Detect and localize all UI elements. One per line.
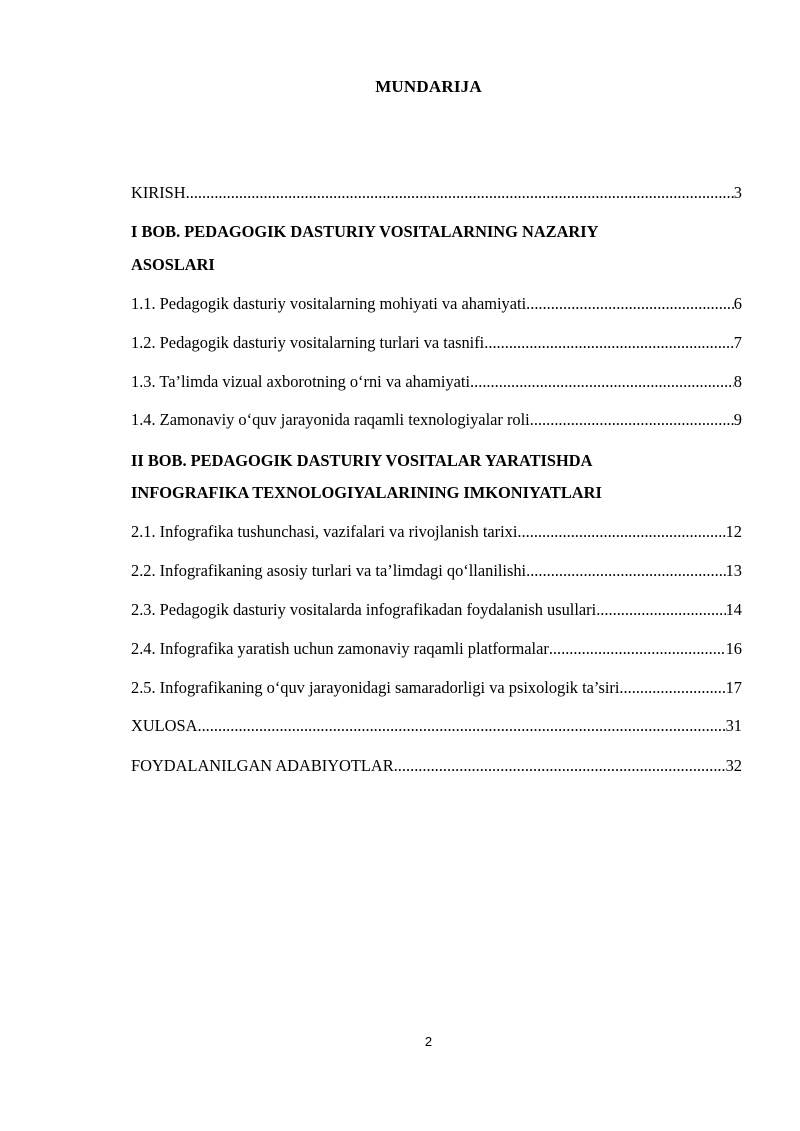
toc-dot-leader xyxy=(530,410,734,430)
page-title: MUNDARIJA xyxy=(375,77,482,96)
toc-dot-leader xyxy=(484,333,734,353)
toc-entry-adabiyotlar[interactable] xyxy=(131,756,742,776)
toc-entry-label: 2.3. Pedagogik dasturiy vositalarda infografikadan foydalanish usullari xyxy=(131,600,597,619)
page-number: 2 xyxy=(424,1034,433,1049)
chapter-2-heading-line2[interactable]: INFOGRAFIKA TEXNOLOGIYALARINING IMKONIYATLARI xyxy=(131,483,602,502)
toc-entry-page: 12 xyxy=(725,522,742,541)
chapter-1-heading-line2[interactable]: ASOSLARI xyxy=(131,255,215,274)
chapter-2-heading-line1[interactable]: II BOB. PEDAGOGIK DASTURIY VOSITALAR YARATISHDA xyxy=(131,451,593,470)
toc-entry-1-4[interactable] xyxy=(131,410,742,430)
toc-entry-kirish[interactable] xyxy=(131,183,742,203)
chapter-1-heading-line1[interactable]: I BOB. PEDAGOGIK DASTURIY VOSITALARNING NAZARIY xyxy=(131,222,599,241)
toc-entry-page: 9 xyxy=(733,410,742,429)
toc-entry-2-5[interactable] xyxy=(131,678,742,698)
toc-entry-label: 1.4. Zamonaviy o‘quv jarayonida raqamli texnologiyalar roli xyxy=(131,410,530,429)
toc-entry-1-2[interactable] xyxy=(131,333,742,353)
toc-entry-label: 1.2. Pedagogik dasturiy vositalarning turlari va tasnifi xyxy=(131,333,485,352)
toc-entry-page: 17 xyxy=(725,678,742,697)
toc-entry-label: KIRISH xyxy=(131,183,186,202)
toc-entry-label: 2.1. Infografika tushunchasi, vazifalari va rivojlanish tarixi xyxy=(131,522,518,541)
toc-entry-page: 3 xyxy=(733,183,742,202)
toc-entry-page: 13 xyxy=(725,561,742,580)
toc-entry-label: 2.4. Infografika yaratish uchun zamonaviy raqamli platformalar xyxy=(131,639,549,658)
toc-dot-leader xyxy=(470,372,734,392)
toc-entry-2-3[interactable] xyxy=(131,600,742,620)
toc-entry-xulosa[interactable] xyxy=(131,716,742,736)
toc-dot-leader xyxy=(619,678,725,698)
toc-dot-leader xyxy=(526,561,726,581)
toc-entry-page: 16 xyxy=(725,639,742,658)
toc-dot-leader xyxy=(197,716,725,736)
toc-entry-label: 1.3. Ta’limda vizual axborotning o‘rni va ahamiyati xyxy=(131,372,471,391)
toc-dot-leader xyxy=(549,639,726,659)
toc-dot-leader xyxy=(526,294,734,314)
toc-entry-2-1[interactable] xyxy=(131,522,742,542)
toc-entry-2-4[interactable] xyxy=(131,639,742,659)
toc-entry-page: 6 xyxy=(733,294,742,313)
toc-entry-page: 31 xyxy=(725,716,742,735)
toc-entry-label: 2.2. Infografikaning asosiy turlari va ta’limdagi qo‘llanilishi xyxy=(131,561,527,580)
toc-entry-1-1[interactable] xyxy=(131,294,742,314)
toc-entry-page: 8 xyxy=(733,372,742,391)
toc-entry-2-2[interactable] xyxy=(131,561,742,581)
toc-entry-page: 7 xyxy=(733,333,742,352)
toc-entry-page: 14 xyxy=(725,600,742,619)
toc-entry-page: 32 xyxy=(725,756,742,775)
toc-entry-1-3[interactable] xyxy=(131,372,742,392)
toc-dot-leader xyxy=(186,183,734,203)
toc-dot-leader xyxy=(517,522,725,542)
toc-dot-leader xyxy=(394,756,726,776)
toc-entry-label: FOYDALANILGAN ADABIYOTLAR xyxy=(131,756,394,775)
toc-entry-label: 1.1. Pedagogik dasturiy vositalarning mohiyati va ahamiyati xyxy=(131,294,527,313)
toc-entry-label: XULOSA xyxy=(131,716,198,735)
toc-dot-leader xyxy=(596,600,725,620)
toc-entry-label: 2.5. Infografikaning o‘quv jarayonidagi samaradorligi va psixologik ta’siri xyxy=(131,678,620,697)
